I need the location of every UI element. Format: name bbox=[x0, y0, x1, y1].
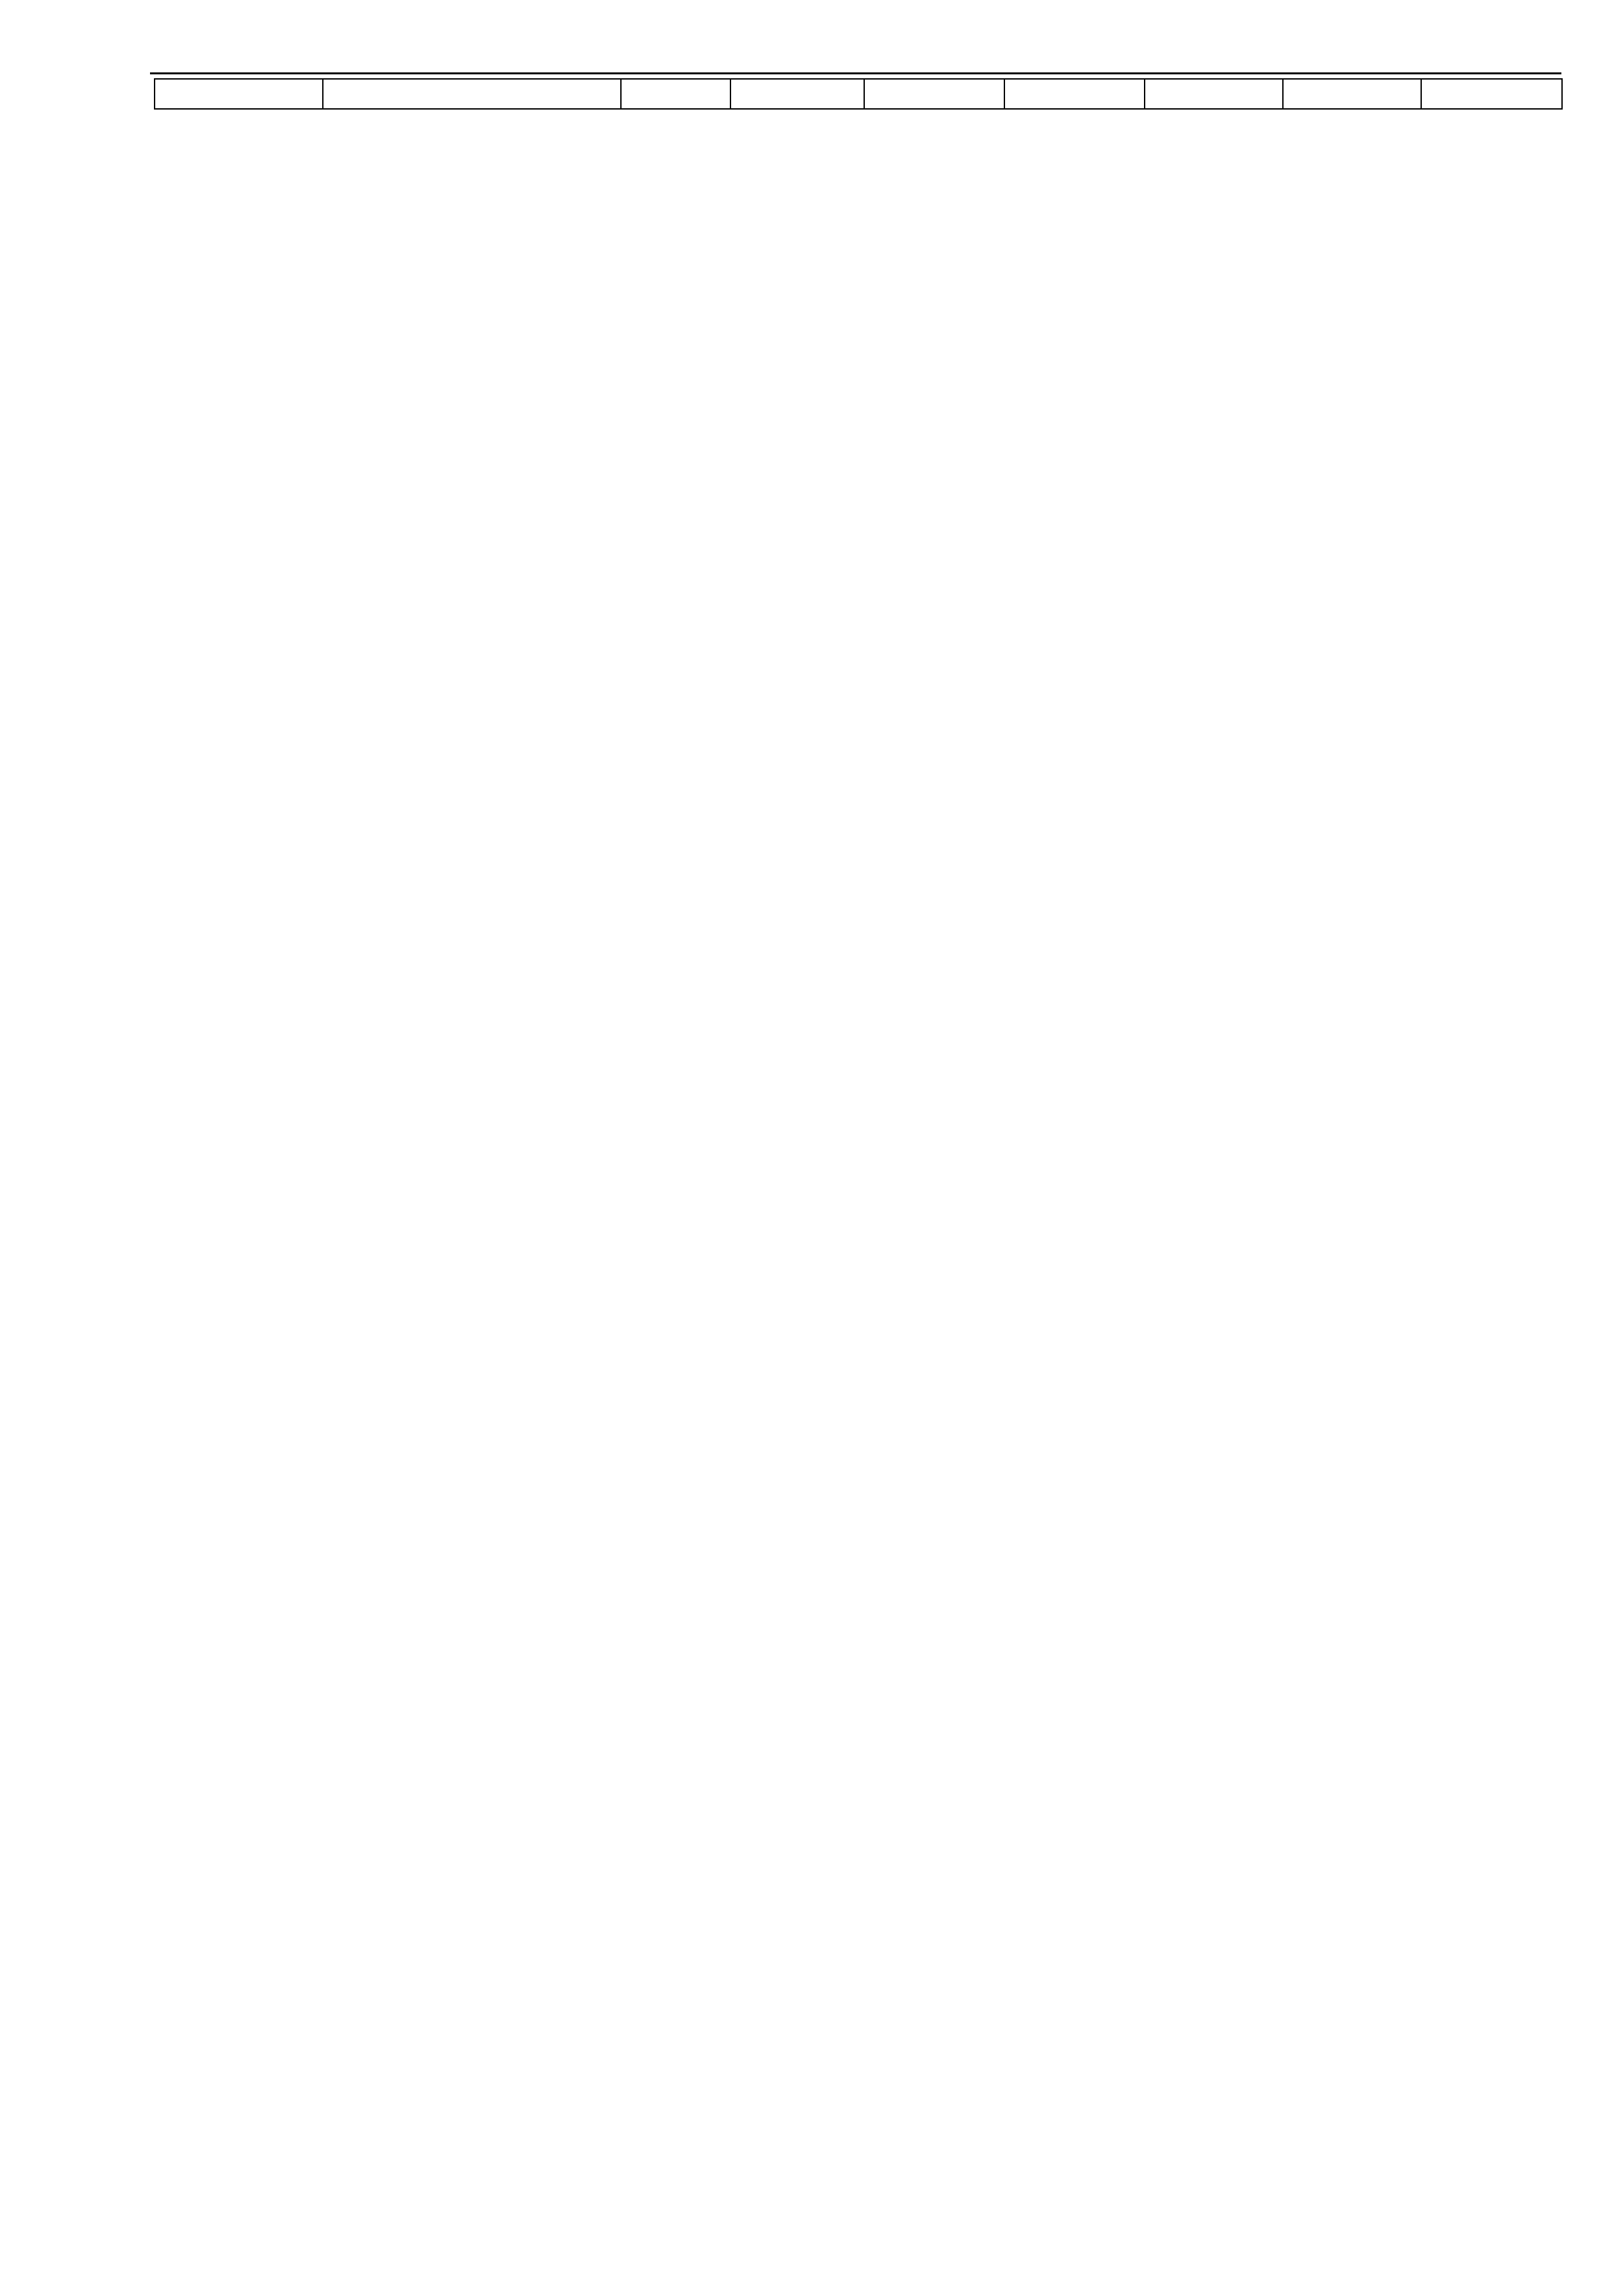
column-number bbox=[1145, 79, 1283, 109]
column-number-row bbox=[155, 79, 1562, 109]
column-number bbox=[323, 79, 621, 109]
rates-table bbox=[154, 78, 1563, 109]
column-number bbox=[864, 79, 1004, 109]
column-number bbox=[1283, 79, 1421, 109]
column-number bbox=[155, 79, 323, 109]
column-number bbox=[1421, 79, 1562, 109]
column-number bbox=[621, 79, 730, 109]
column-number bbox=[730, 79, 864, 109]
page-header bbox=[154, 37, 1561, 70]
column-number bbox=[1004, 79, 1145, 109]
table-body bbox=[155, 79, 1562, 109]
header-rule bbox=[150, 72, 1561, 74]
